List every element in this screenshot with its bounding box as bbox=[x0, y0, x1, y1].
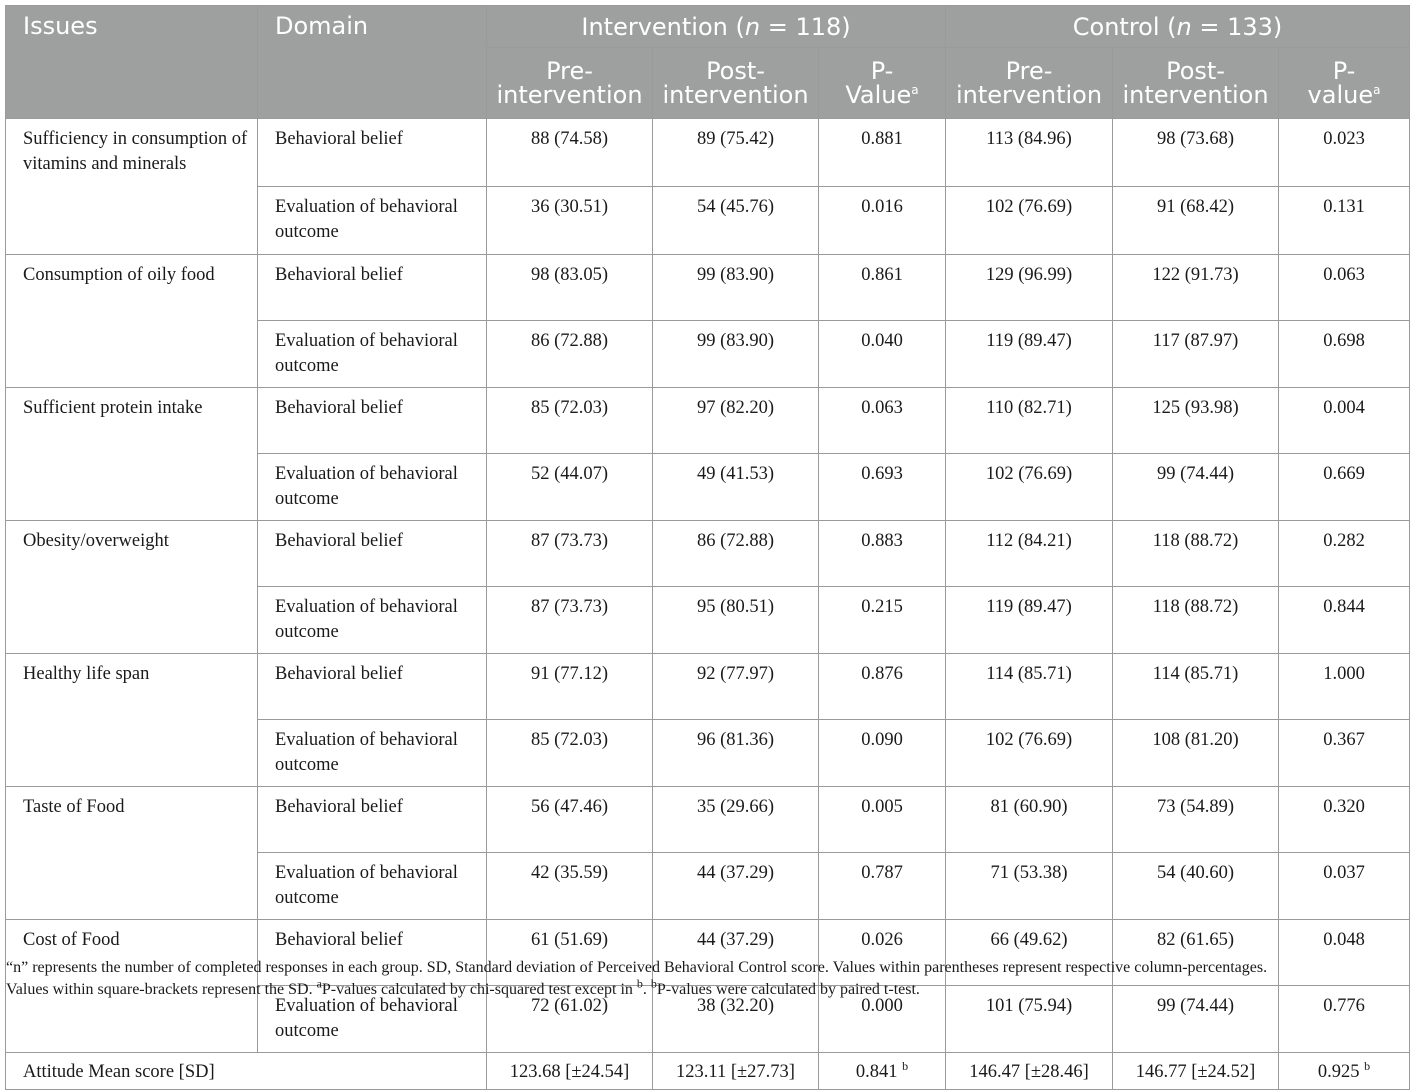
table-body bbox=[6, 119, 1410, 1090]
domain-cell: Evaluation of behavioral outcome bbox=[258, 454, 487, 521]
control-pre-cell: 101 (75.94) bbox=[946, 986, 1113, 1053]
intervention-post-cell: 38 (32.20) bbox=[653, 986, 819, 1053]
control-pre-cell: 119 (89.47) bbox=[946, 587, 1113, 654]
control-pre-cell: 112 (84.21) bbox=[946, 521, 1113, 587]
summary-control-post-cell: 146.77 [±24.52] bbox=[1113, 1053, 1279, 1090]
header-issues: Issues bbox=[6, 6, 258, 119]
control-pre-cell: 81 (60.90) bbox=[946, 787, 1113, 853]
intervention-pre-cell: 42 (35.59) bbox=[487, 853, 653, 920]
control-pre-cell: 114 (85.71) bbox=[946, 654, 1113, 720]
summary-control-pre-cell: 146.47 [±28.46] bbox=[946, 1053, 1113, 1090]
intervention-pvalue-cell: 0.215 bbox=[819, 587, 946, 654]
control-post-cell: 125 (93.98) bbox=[1113, 388, 1279, 454]
table-row bbox=[6, 654, 1410, 720]
domain-cell: Behavioral belief bbox=[258, 521, 487, 587]
summary-control-pvalue-cell: 0.925 $^b$ bbox=[1279, 1053, 1410, 1090]
header-domain: Domain bbox=[258, 6, 487, 119]
control-post-cell: 54 (40.60) bbox=[1113, 853, 1279, 920]
control-pre-cell: 129 (96.99) bbox=[946, 255, 1113, 321]
issue-cell: Taste of Food bbox=[6, 787, 258, 920]
intervention-pre-cell: 98 (83.05) bbox=[487, 255, 653, 321]
table-header bbox=[6, 6, 1410, 119]
intervention-pre-cell: 56 (47.46) bbox=[487, 787, 653, 853]
summary-intervention-post-cell: 123.11 [±27.73] bbox=[653, 1053, 819, 1090]
domain-cell: Evaluation of behavioral outcome bbox=[258, 187, 487, 255]
control-post-cell: 99 (74.44) bbox=[1113, 986, 1279, 1053]
intervention-pre-cell: 61 (51.69) bbox=[487, 920, 653, 986]
intervention-pre-cell: 85 (72.03) bbox=[487, 720, 653, 787]
intervention-pvalue-cell: 0.861 bbox=[819, 255, 946, 321]
intervention-pre-cell: 87 (73.73) bbox=[487, 587, 653, 654]
domain-cell: Behavioral belief bbox=[258, 787, 487, 853]
intervention-post-cell: 86 (72.88) bbox=[653, 521, 819, 587]
control-post-cell: 117 (87.97) bbox=[1113, 321, 1279, 388]
intervention-pvalue-cell: 0.787 bbox=[819, 853, 946, 920]
intervention-pvalue-cell: 0.040 bbox=[819, 321, 946, 388]
control-post-cell: 114 (85.71) bbox=[1113, 654, 1279, 720]
control-pvalue-cell: 0.669 bbox=[1279, 454, 1410, 521]
intervention-pvalue-cell: 0.016 bbox=[819, 187, 946, 255]
issue-cell: Healthy life span bbox=[6, 654, 258, 787]
issue-cell: Sufficient protein intake bbox=[6, 388, 258, 521]
control-pvalue-cell: 0.320 bbox=[1279, 787, 1410, 853]
domain-cell: Behavioral belief bbox=[258, 388, 487, 454]
header-control-group: Control (n = 133) bbox=[946, 6, 1410, 48]
domain-cell: Evaluation of behavioral outcome bbox=[258, 853, 487, 920]
intervention-pre-cell: 88 (74.58) bbox=[487, 119, 653, 187]
control-post-cell: 91 (68.42) bbox=[1113, 187, 1279, 255]
control-pvalue-cell: 0.844 bbox=[1279, 587, 1410, 654]
control-post-cell: 122 (91.73) bbox=[1113, 255, 1279, 321]
control-post-cell: 99 (74.44) bbox=[1113, 454, 1279, 521]
control-pvalue-cell: 0.367 bbox=[1279, 720, 1410, 787]
intervention-pvalue-cell: 0.876 bbox=[819, 654, 946, 720]
control-post-cell: 108 (81.20) bbox=[1113, 720, 1279, 787]
intervention-pvalue-cell: 0.063 bbox=[819, 388, 946, 454]
summary-intervention-pvalue-cell: 0.841 $^b$ bbox=[819, 1053, 946, 1090]
intervention-pvalue-cell: 0.026 bbox=[819, 920, 946, 986]
summary-label: Attitude Mean score [SD] bbox=[6, 1053, 487, 1090]
header-intervention-pre: Pre- intervention bbox=[487, 48, 653, 119]
intervention-post-cell: 44 (37.29) bbox=[653, 920, 819, 986]
domain-cell: Behavioral belief bbox=[258, 654, 487, 720]
issue-cell: Obesity/overweight bbox=[6, 521, 258, 654]
header-intervention-pvalue: P- Value$^a$ bbox=[819, 48, 946, 119]
domain-cell: Behavioral belief bbox=[258, 255, 487, 321]
control-pvalue-cell: 0.023 bbox=[1279, 119, 1410, 187]
header-control-pvalue: P- value$^a$ bbox=[1279, 48, 1410, 119]
domain-cell: Evaluation of behavioral outcome bbox=[258, 986, 487, 1053]
control-pvalue-cell: 0.048 bbox=[1279, 920, 1410, 986]
intervention-pvalue-cell: 0.000 bbox=[819, 986, 946, 1053]
intervention-pre-cell: 36 (30.51) bbox=[487, 187, 653, 255]
control-post-cell: 73 (54.89) bbox=[1113, 787, 1279, 853]
intervention-pvalue-cell: 0.090 bbox=[819, 720, 946, 787]
control-post-cell: 98 (73.68) bbox=[1113, 119, 1279, 187]
control-pvalue-cell: 0.698 bbox=[1279, 321, 1410, 388]
intervention-post-cell: 54 (45.76) bbox=[653, 187, 819, 255]
intervention-pre-cell: 91 (77.12) bbox=[487, 654, 653, 720]
intervention-post-cell: 95 (80.51) bbox=[653, 587, 819, 654]
table-row bbox=[6, 787, 1410, 853]
intervention-pvalue-cell: 0.883 bbox=[819, 521, 946, 587]
control-post-cell: 118 (88.72) bbox=[1113, 587, 1279, 654]
domain-cell: Behavioral belief bbox=[258, 119, 487, 187]
control-pvalue-cell: 0.282 bbox=[1279, 521, 1410, 587]
intervention-pre-cell: 86 (72.88) bbox=[487, 321, 653, 388]
domain-cell: Evaluation of behavioral outcome bbox=[258, 720, 487, 787]
control-pre-cell: 102 (76.69) bbox=[946, 187, 1113, 255]
control-pre-cell: 66 (49.62) bbox=[946, 920, 1113, 986]
intervention-post-cell: 99 (83.90) bbox=[653, 255, 819, 321]
intervention-post-cell: 97 (82.20) bbox=[653, 388, 819, 454]
control-pvalue-cell: 1.000 bbox=[1279, 654, 1410, 720]
intervention-pre-cell: 72 (61.02) bbox=[487, 986, 653, 1053]
control-pre-cell: 102 (76.69) bbox=[946, 720, 1113, 787]
control-pvalue-cell: 0.131 bbox=[1279, 187, 1410, 255]
intervention-post-cell: 99 (83.90) bbox=[653, 321, 819, 388]
footnote-line-1: “n” represents the number of completed responses in each group. SD, Standard deviation of Perceived Behavioral Control score. Values within parentheses represent respective column-percentages. bbox=[6, 959, 1268, 976]
table-row bbox=[6, 255, 1410, 321]
issue-cell: Sufficiency in consumption of vitamins and minerals bbox=[6, 119, 258, 255]
header-intervention-post: Post- intervention bbox=[653, 48, 819, 119]
table-row bbox=[6, 119, 1410, 187]
control-pvalue-cell: 0.037 bbox=[1279, 853, 1410, 920]
intervention-post-cell: 89 (75.42) bbox=[653, 119, 819, 187]
control-post-cell: 118 (88.72) bbox=[1113, 521, 1279, 587]
control-pre-cell: 113 (84.96) bbox=[946, 119, 1113, 187]
control-pre-cell: 102 (76.69) bbox=[946, 454, 1113, 521]
results-table-container bbox=[5, 5, 1409, 1090]
table-row bbox=[6, 521, 1410, 587]
domain-cell: Behavioral belief bbox=[258, 920, 487, 986]
intervention-post-cell: 49 (41.53) bbox=[653, 454, 819, 521]
summary-row bbox=[6, 1053, 1410, 1090]
control-post-cell: 82 (61.65) bbox=[1113, 920, 1279, 986]
intervention-post-cell: 96 (81.36) bbox=[653, 720, 819, 787]
summary-intervention-pre-cell: 123.68 [±24.54] bbox=[487, 1053, 653, 1090]
attitude-results-table bbox=[5, 5, 1410, 1090]
table-row bbox=[6, 388, 1410, 454]
header-intervention-group: Intervention (n = 118) bbox=[487, 6, 946, 48]
control-pre-cell: 119 (89.47) bbox=[946, 321, 1113, 388]
domain-cell: Evaluation of behavioral outcome bbox=[258, 587, 487, 654]
table-footnote bbox=[6, 957, 1410, 1001]
domain-cell: Evaluation of behavioral outcome bbox=[258, 321, 487, 388]
control-pvalue-cell: 0.776 bbox=[1279, 986, 1410, 1053]
intervention-post-cell: 44 (37.29) bbox=[653, 853, 819, 920]
control-pre-cell: 71 (53.38) bbox=[946, 853, 1113, 920]
intervention-pre-cell: 52 (44.07) bbox=[487, 454, 653, 521]
control-pvalue-cell: 0.004 bbox=[1279, 388, 1410, 454]
intervention-pvalue-cell: 0.693 bbox=[819, 454, 946, 521]
header-control-pre: Pre- intervention bbox=[946, 48, 1113, 119]
footnote-line-2: Values within square-brackets represent the SD. $^a$P-values calculated by chi-squared test except in $^b$. $^b$P-values were calculated by paired t-test. bbox=[6, 976, 920, 998]
header-control-post: Post- intervention bbox=[1113, 48, 1279, 119]
issue-cell: Consumption of oily food bbox=[6, 255, 258, 388]
intervention-pvalue-cell: 0.005 bbox=[819, 787, 946, 853]
intervention-post-cell: 92 (77.97) bbox=[653, 654, 819, 720]
intervention-pvalue-cell: 0.881 bbox=[819, 119, 946, 187]
issue-cell: Cost of Food bbox=[6, 920, 258, 1053]
intervention-pre-cell: 85 (72.03) bbox=[487, 388, 653, 454]
control-pvalue-cell: 0.063 bbox=[1279, 255, 1410, 321]
control-pre-cell: 110 (82.71) bbox=[946, 388, 1113, 454]
intervention-pre-cell: 87 (73.73) bbox=[487, 521, 653, 587]
intervention-post-cell: 35 (29.66) bbox=[653, 787, 819, 853]
